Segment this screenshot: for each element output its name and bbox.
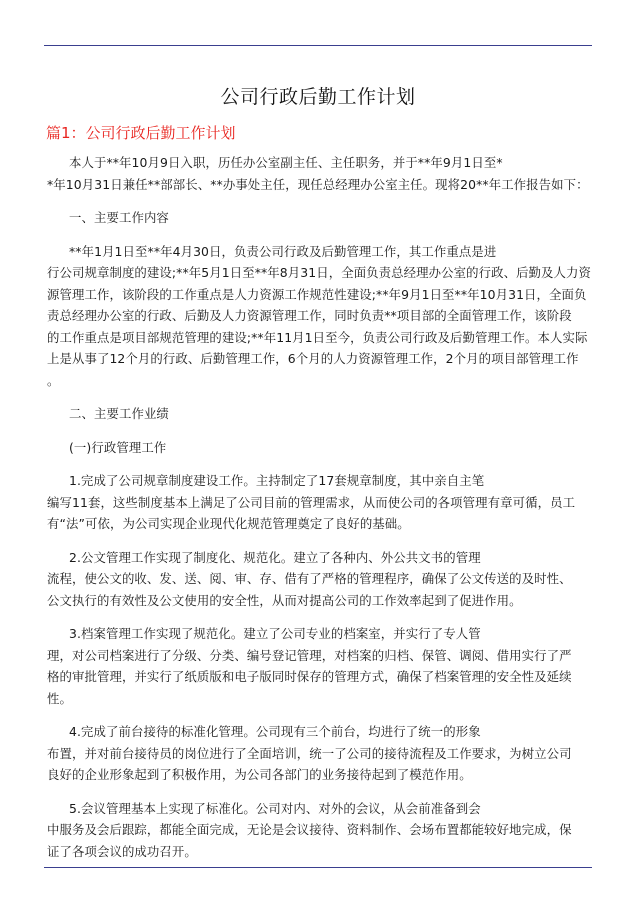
heading-main-work: [47, 207, 592, 229]
text-line: 公文执行的有效性及公文使用的安全性，从而对提高公司的工作效率起到了促进作用。: [47, 592, 522, 608]
text-line: 1.完成了公司规章制度建设工作。主持制定了17套规章制度，其中亲自主笔: [69, 473, 485, 488]
item-5-paragraph: [47, 798, 592, 863]
text-line: 二、主要工作业绩: [69, 406, 169, 421]
intro-paragraph: [47, 152, 592, 195]
item-4-paragraph: [47, 721, 592, 786]
heading-admin-work: [47, 437, 592, 459]
text-line: 3.档案管理工作实现了规范化。建立了公司专业的档案室，并实行了专人管: [69, 626, 481, 641]
text-line: 理，对公司档案进行了分级、分类、编号登记管理，对档案的归档、保管、调阅、借用实行了严: [47, 647, 572, 663]
text-line: 流程，使公文的收、发、送、阅、审、存、借有了严格的管理程序，确保了公文传送的及时性、: [47, 571, 572, 586]
text-line: 中服务及会后跟踪，都能全面完成，无论是会议接待、资料制作、会场布置都能较好地完成，保: [47, 822, 572, 837]
document-body: [47, 152, 592, 874]
bottom-rule: [44, 867, 592, 868]
text-line: 责总经理办公室的行政、后勤及人力资源管理工作，同时负责**项目部的全面管理工作，该阶段: [47, 308, 572, 323]
text-line: 行公司规章制度的建设;**年5月1日至**年8月31日，全面负责总经理办公室的行政、后勤及人力资: [47, 265, 592, 280]
section-title: 篇1：公司行政后勤工作计划: [46, 124, 236, 142]
page-title: 公司行政后勤工作计划: [220, 86, 416, 108]
text-line: 良好的企业形象起到了积极作用，为公司各部门的业务接待起到了模范作用。: [47, 767, 472, 782]
text-line: (一)行政管理工作: [69, 439, 167, 455]
text-line: 一、主要工作内容: [69, 210, 169, 225]
text-line: 2.公文管理工作实现了制度化、规范化。建立了各种内、外公共文书的管理: [69, 549, 481, 565]
text-line: *年10月31日兼任**部部长、**办事处主任，现任总经理办公室主任。现将20**年工作报告如下：: [47, 176, 589, 192]
work-content-paragraph: [47, 241, 592, 392]
heading-achievements: [47, 403, 592, 425]
text-line: 4.完成了前台接待的标准化管理。公司现有三个前台，均进行了统一的形象: [69, 724, 481, 739]
text-line: 的工作重点是项目部规范管理的建设;**年11月1日至今，负责公司行政及后勤管理工作。本人实际: [47, 329, 588, 345]
text-line: 有“法”可依，为公司实现企业现代化规范管理奠定了良好的基础。: [47, 516, 410, 531]
text-line: 布置，并对前台接待员的岗位进行了全面培训，统一了公司的接待流程及工作要求，为树立公司: [47, 745, 572, 761]
text-line: 性。: [47, 690, 72, 706]
item-3-paragraph: [47, 623, 592, 709]
text-line: 5.会议管理基本上实现了标准化。公司对内、对外的会议，从会前准备到会: [69, 800, 481, 816]
text-line: 格的审批管理，并实行了纸质版和电子版同时保存的管理方式，确保了档案管理的安全性及延续: [47, 669, 572, 684]
text-line: 证了各项会议的成功召开。: [47, 843, 197, 859]
text-line: 上是从事了12个月的行政、后勤管理工作，6个月的人力资源管理工作，2个月的项目部管理工作: [47, 351, 579, 366]
text-line: 编写11套，这些制度基本上满足了公司目前的管理需求，从而使公司的各项管理有章可循，员工: [47, 494, 576, 510]
text-line: 源管理工作，该阶段的工作重点是人力资源工作规范性建设;**年9月1日至**年10月31日，全面负: [47, 286, 587, 302]
text-line: 本人于**年10月9日入职，历任办公室副主任、主任职务，并于**年9月1日至*: [69, 155, 503, 170]
text-line: 。: [47, 372, 60, 388]
text-line: **年1月1日至**年4月30日，负责公司行政及后勤管理工作，其工作重点是进: [69, 243, 497, 259]
item-1-paragraph: [47, 470, 592, 535]
top-rule: [44, 45, 592, 46]
item-2-paragraph: [47, 547, 592, 612]
